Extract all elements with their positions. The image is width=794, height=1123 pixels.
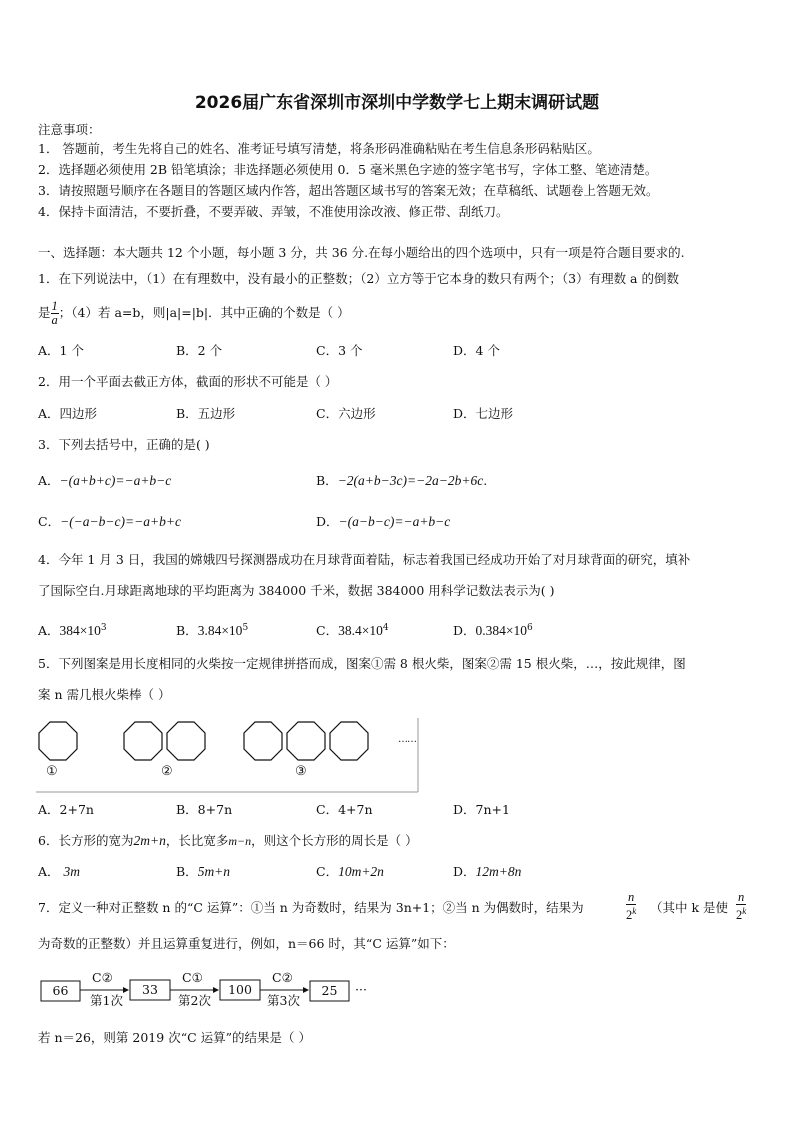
q3-label: C． (38, 514, 61, 529)
notice-item: 1． 答题前，考生先将自己的姓名、准考证号填写清楚，将条形码准确粘贴在考生信息条形码粘贴区。 (38, 141, 600, 156)
q1-option-d[interactable]: D．4 个 (453, 343, 500, 358)
flow-step-label: 第1次 (90, 993, 123, 1008)
flow-ellipsis: ··· (355, 982, 367, 997)
q6-diff: m−n (228, 834, 252, 848)
q5-option-b[interactable]: B．8+7n (176, 802, 233, 817)
q3-expr: −(−a−b−c)=−a+b+c (60, 514, 181, 529)
q3-label: A． (38, 473, 60, 488)
q6-expr: 10m+2n (338, 864, 384, 879)
q1-option-c[interactable]: C．3 个 (316, 343, 363, 358)
octagon-shape (287, 722, 325, 760)
q3-option-a[interactable] (38, 473, 171, 489)
q3-expr: −(a−b−c)=−a+b−c (338, 514, 451, 529)
flow-step-label: 第2次 (178, 993, 211, 1008)
q6-width: 2m+n (133, 833, 166, 848)
q1-option-b[interactable]: B．2 个 (176, 343, 223, 358)
q3-option-d[interactable] (316, 514, 450, 530)
q4-exp: 3 (100, 623, 107, 633)
q4-option-b[interactable] (176, 620, 248, 639)
q7-final: 若 n＝26，则第 2019 次“C 运算”的结果是（ ） (38, 1030, 311, 1045)
q4-label: B． (176, 623, 198, 639)
notice-item: 4．保持卡面清洁，不要折叠，不要弄破、弄皱，不准使用涂改液、修正带、刮纸刀。 (38, 204, 509, 219)
q4-stem-line1: 4．今年 1 月 3 日，我国的嫦娥四号探测器成功在月球背面着陆，标志着我国已经成功开始了对月球背面的研究，填补 (38, 552, 691, 567)
flow-op-label: C② (92, 970, 113, 985)
q6-option-c[interactable] (316, 864, 384, 880)
q4-option-c[interactable] (316, 620, 389, 639)
q4-exp: 5 (242, 623, 249, 633)
q4-base: 38.4×10 (338, 623, 383, 639)
notice-item: 2．选择题必须使用 2B 铅笔填涂；非选择题必须使用 0．5 毫米黑色字迹的签字笔书写，字体工整、笔迹清楚。 (38, 162, 658, 177)
q4-exp: 4 (382, 623, 389, 633)
flow-op-label: C② (272, 970, 293, 985)
q1-frac-den: a (51, 313, 58, 327)
q3-option-b[interactable] (316, 473, 487, 489)
q6-pre: 6．长方形的宽为 (38, 833, 134, 848)
q7-stem-line2: 为奇数的正整数）并且运算重复进行，例如，n＝66 时，其“C 运算”如下： (38, 936, 455, 951)
q1-stem-line1: 1．在下列说法中，（1）在有理数中，没有最小的正整数；（2）立方等于它本身的数只有两个；（3）有理数 a 的倒数 (38, 271, 679, 286)
octagon-shape (244, 722, 282, 760)
q7-fraction-2 (736, 891, 746, 922)
q4-stem-line2: 了国际空白.月球距离地球的平均距离为 384000 千米，数据 384000 用科学记数法表示为( ) (38, 583, 555, 598)
page-title: 2026届广东省深圳市深圳中学数学七上期末调研试题 (194, 93, 600, 113)
q3-option-c[interactable] (38, 514, 181, 530)
q6-option-b[interactable] (176, 864, 230, 880)
q3-label: D． (316, 514, 339, 529)
q2-option-b[interactable]: B．五边形 (176, 406, 236, 421)
q6-mid: ，长比宽多 (165, 833, 229, 848)
q6-post: ，则这个长方形的周长是（ ） (251, 833, 418, 848)
q5-stem-line1: 5．下列图案是用长度相同的火柴按一定规律拼搭而成，图案①需 8 根火柴，图案②需 15 根火柴，…，按此规律，图 (38, 656, 686, 671)
q3-stem: 3．下列去括号中，正确的是( ) (38, 437, 210, 452)
q2-option-c[interactable]: C．六边形 (316, 406, 376, 421)
q1-option-a[interactable]: A．1 个 (38, 343, 84, 358)
notice-item: 3．请按照题号顺序在各题目的答题区域内作答，超出答题区域书写的答案无效；在草稿纸、试题卷上答题无效。 (38, 183, 659, 198)
octagon-shape (39, 722, 77, 760)
figure-dots: …… (398, 734, 416, 745)
q6-expr: 3m (63, 864, 81, 879)
q3-label: B． (316, 473, 338, 488)
figure-label-1: ① (46, 764, 58, 779)
q7-frac-num: n (628, 890, 635, 904)
q3-expr: −(a+b+c)=−a+b−c (59, 473, 172, 488)
q7-frac-den: 2$^k$ (736, 906, 747, 923)
octagon-shape (167, 722, 205, 760)
q4-base: 0.384×10 (475, 623, 528, 639)
q7-pre: 7．定义一种对正整数 n 的“C 运算”：①当 n 为奇数时，结果为 3n+1；②当 n 为偶数时，结果为 (38, 900, 584, 915)
flow-step-label: 第3次 (267, 993, 300, 1008)
q6-expr: 12m+8n (475, 864, 522, 879)
q6-stem (38, 833, 418, 849)
q5-option-c[interactable]: C．4+7n (316, 802, 373, 817)
q4-exp: 6 (527, 623, 533, 633)
flow-box-label: 100 (228, 982, 252, 997)
q6-label: C． (316, 864, 339, 879)
q1-post: ；（4）若 a=b，则|a|=|b|．其中正确的个数是（ ） (58, 305, 350, 320)
q1-frac-num: 1 (51, 299, 58, 313)
octagon-figure (36, 718, 426, 798)
q7-stem-line1 (38, 900, 584, 916)
octagon-shape (330, 722, 368, 760)
flow-box-label: 66 (52, 983, 69, 998)
figure-label-2: ② (161, 764, 173, 779)
q2-stem: 2．用一个平面去截正方体，截面的形状不可能是（ ） (38, 374, 338, 389)
q2-option-a[interactable]: A．四边形 (38, 406, 98, 421)
octagon-shape (124, 722, 162, 760)
q6-option-a[interactable] (38, 864, 80, 880)
q6-expr: 5m+n (197, 864, 231, 879)
q4-label: A． (38, 623, 60, 639)
q1-fraction (51, 300, 59, 327)
q7-frac-den: 2$^k$ (626, 906, 637, 923)
q5-option-a[interactable]: A．2+7n (38, 802, 94, 817)
q6-label: B． (176, 864, 198, 879)
q2-option-d[interactable]: D．七边形 (453, 406, 514, 421)
q4-label: D． (453, 623, 476, 639)
flow-op-label: C① (182, 970, 203, 985)
q5-stem-line2: 案 n 需几根火柴棒（ ） (38, 687, 171, 702)
q3-expr: −2(a+b−3c)=−2a−2b+6c (337, 473, 484, 488)
q4-base: 3.84×10 (197, 623, 243, 639)
q4-option-a[interactable] (38, 620, 107, 639)
q1-stem-line2 (38, 298, 350, 328)
flow-box-label: 33 (142, 982, 158, 997)
notice-heading: 注意事项： (38, 122, 101, 137)
flow-box-label: 25 (321, 983, 338, 998)
q6-option-d[interactable] (453, 864, 521, 880)
section-heading: 一、选择题：本大题共 12 个小题，每小题 3 分，共 36 分.在每小题给出的四个选项中，只有一项是符合题目要求的. (38, 245, 685, 260)
q7-fraction-1 (626, 891, 636, 922)
q3-b-suffix: . (483, 473, 488, 488)
q4-base: 384×10 (59, 623, 101, 639)
figure-label-3: ③ (295, 764, 307, 779)
q5-option-d[interactable]: D．7n+1 (453, 802, 510, 817)
q1-pre: 是 (38, 305, 51, 320)
q6-label: A． (38, 864, 60, 879)
q6-label: D． (453, 864, 476, 879)
q4-option-d[interactable] (453, 620, 533, 639)
q7-mid: （其中 k 是使 (650, 900, 729, 915)
q7-frac-num: n (738, 890, 745, 904)
q4-label: C． (316, 623, 339, 639)
